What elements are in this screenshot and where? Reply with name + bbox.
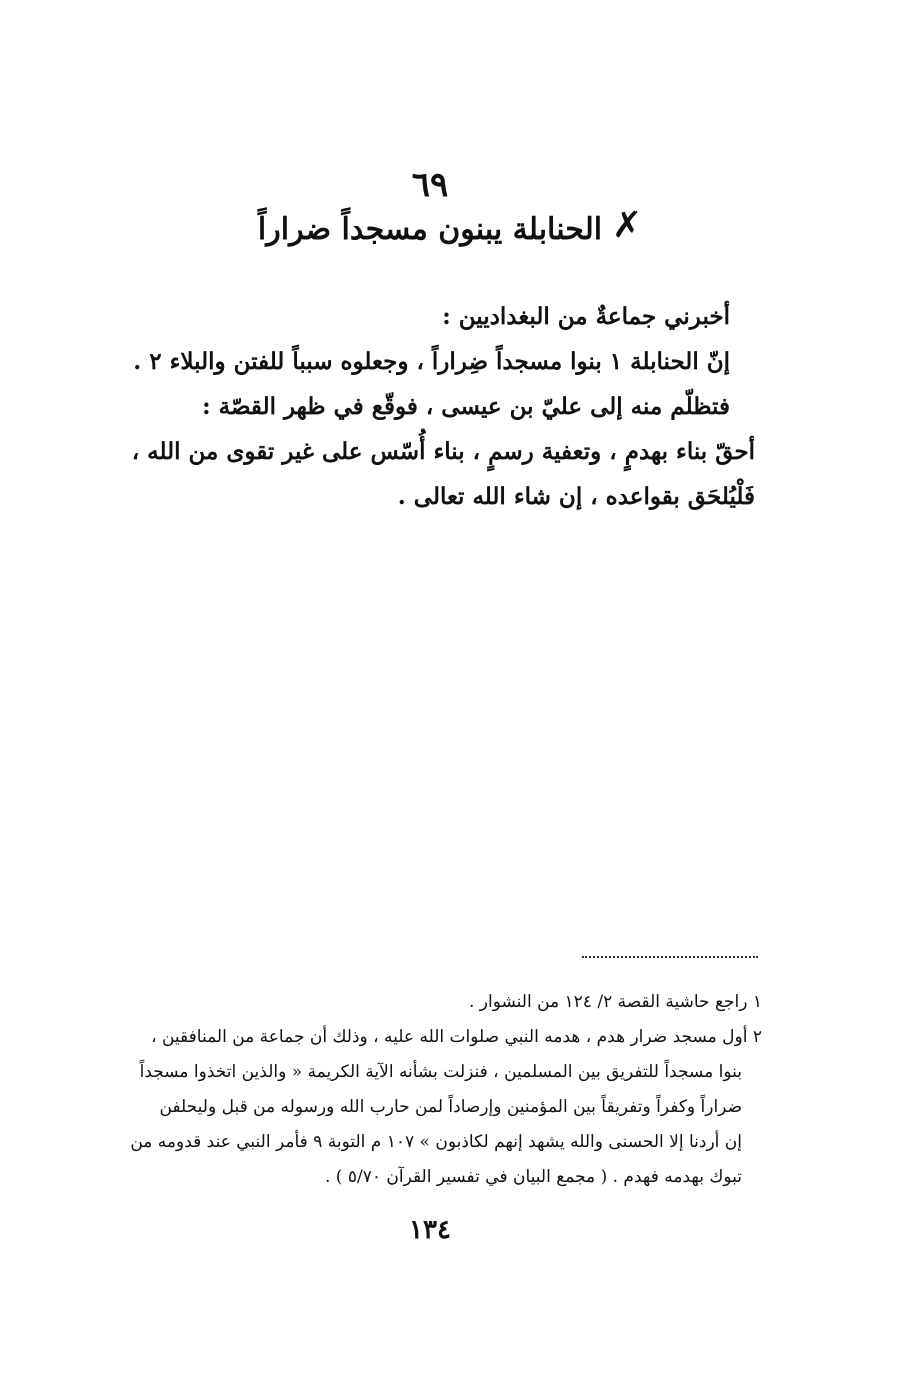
footnote-line: ضراراً وكفراً وتفريقاً بين المؤمنين وإرصاداً لمن حارب الله ورسوله من قبل وليحلفن [159, 1097, 742, 1117]
footnote-line: تبوك بهدمه فهدم . ( مجمع البيان في تفسير القرآن ٥/٧٠ ) . [325, 1167, 742, 1187]
handwritten-x-mark: ✗ [612, 205, 643, 246]
page-number: ١٣٤ [409, 1215, 451, 1245]
section-title: الحنابلة يبنون مسجداً ضراراً [257, 212, 603, 247]
text-line: فتظلّم منه إلى عليّ بن عيسى ، فوقّع في ظهر القصّة : [202, 393, 730, 420]
text-line: إنّ الحنابلة ١ بنوا مسجداً ضِراراً ، وجعلوه سبباً للفتن والبلاء ٢ . [133, 348, 730, 375]
footnote-line: إن أردنا إلا الحسنى والله يشهد إنهم لكاذبون » ١٠٧ م التوبة ٩ فأمر النبي عند قدومه من [130, 1132, 742, 1152]
text-line: فَلْيُلحَق بقواعده ، إن شاء الله تعالى . [397, 483, 755, 510]
footnote-line: ١ راجع حاشية القصة ٢/ ١٢٤ من النشوار . [468, 992, 762, 1012]
section-number: ٦٩ [411, 165, 449, 205]
footnote-line: ٢ أول مسجد ضرار هدم ، هدمه النبي صلوات الله عليه ، وذلك أن جماعة من المنافقين ، [151, 1027, 762, 1047]
section-title-row [0, 212, 860, 247]
footnote-separator [582, 956, 758, 958]
footnote-line: بنوا مسجداً للتفريق بين المسلمين ، فنزلت بشأنه الآية الكريمة « والذين اتخذوا مسجداً [139, 1062, 742, 1082]
text-line: أخبرني جماعةٌ من البغداديين : [442, 303, 730, 330]
main-text [100, 294, 755, 519]
text-line: أحقّ بناء بهدمٍ ، وتعفية رسمٍ ، بناء أُسّس على غير تقوى من الله ، [131, 438, 755, 465]
footnotes [102, 985, 762, 1195]
